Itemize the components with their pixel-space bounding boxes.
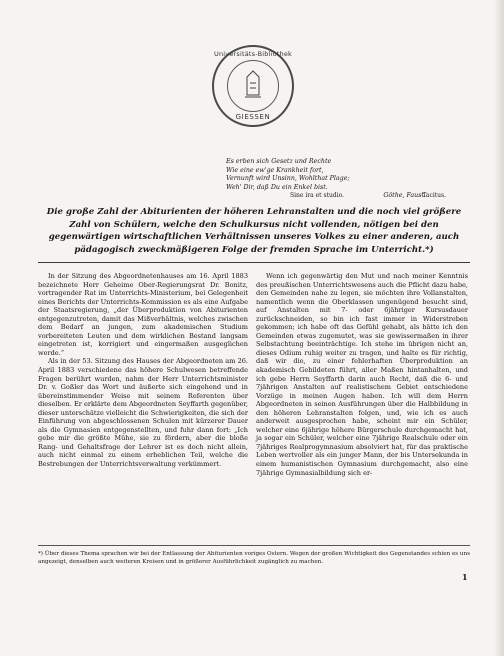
heading-rule — [38, 262, 470, 263]
stamp-top-text: Universitäts-Bibliothek — [214, 50, 292, 58]
epigraph-line: Wie eine ew'ge Krankheit fort, — [226, 166, 324, 174]
footnote-rule — [38, 545, 470, 546]
page-edge — [494, 0, 504, 656]
latin-quote: Sine ira et studio. — [290, 192, 345, 199]
left-column — [38, 272, 248, 469]
article-heading: Die große Zahl der Abiturienten der höheren Lehranstalten und die noch viel größere Zahl von Schülern, welche den Schulkursus nicht vollenden, nötigen bei den gegenwärtigen wirtschaftlichen Verhältnissen unseres Volkes zu einer anderen, auch pädagogisch zweckmäßigeren Folge der fremden Sprache im Unterricht.*) — [46, 207, 462, 255]
epigraph-line: Es erben sich Gesetz und Rechte — [226, 158, 332, 165]
paragraph: Als in der 53. Sitzung des Hauses der Abgeordneten am 26. April 1883 verschiedene das höhere Schulwesen betreffende Fragen berührt wurden, nahm der Herr Unterrichtsminister Dr. v. Goßler das Wort und äußerte sich eingehend und in übereinstimmender Weise mit seinem Referenten über dieselben. Er erklärte dem Abgeordneten Seyffarth gegenüber, dieser unterschätze vielleicht die Schwierigkeiten, die sich der Einführung von abgeschlossenen Schulen mit kürzerer Dauer als die Gymnasien entgegenstellten, und fuhr dann fort: „Ich gebe mir die größte Mühe, sie zu fördern, aber die bloße Rang- und Gehaltsfrage der Lehrer ist es doch nicht allein, auch nicht einmal zu einem erheblichen Teil, welche die Bestrebungen der Unterrichtsverwaltung verkümmert. — [38, 357, 248, 469]
paragraph: In der Sitzung des Abgeordnetenhauses am 16. April 1883 bezeichnete Herr Geheime Ober-Regierungsrat Dr. Bonitz, vortragender Rat im Unterrichts-Ministerium, bei Gelegenheit eines Berichts der Unterrichts-Kommission es als eine Aufgabe der Staatsregierung, „der Überproduktion von Abiturienten entgegenzutreten, damit das Mißverhältnis, welches zwischen dem Bedarf an jungen, zum akademischen Studium vorbereiteten Leuten und dem wirklichen Bestand langsam eingetreten ist, korrigiert und eingermaßen ausgeglichen werde.“ — [38, 272, 248, 357]
epigraph-line: Weh' Dir, daß Du ein Enkel bist. — [226, 183, 328, 191]
footnote: *) Über dieses Thema sprachen wir bei der Entlassung der Abiturienten voriges Ostern. Wegen der großen Wichtigkeit des Gegenstandes schien es uns angezeigt, denselben auch weiteren Kreisen und in größerer Ausführlichkeit zugänglich zu machen. — [38, 551, 470, 565]
latin-author: Tacitus. — [422, 192, 446, 199]
right-column — [256, 272, 468, 477]
paragraph: Wenn ich gegenwärtig den Mut und nach meiner Kenntnis des preußischen Unterrichtswesens auch die Pflicht dazu habe, den Gemeinden nahe zu legen, sie möchten ihre Vollanstalten, namentlich wenn die Oberklassen ungenügend besucht sind, auf Anstalten mit 7- oder 6jähriger Kursusdauer zurückschneiden, so bin ich fast immer in Widerstreben gekommen; ich habe oft das Gefühl gehabt, als hätte ich den Gemeinden etwas zugemutet, was sie gewissermaßen in ihrer Selbstachtung beeinträchtige. Ich stehe im übrigen nicht an, dieses Odium ruhig weiter zu tragen, und halte es für richtig, daß wir die, zu einer fehlerhaften Überproduktion an akademisch Gebildeten führt, aller Maßen hintanhalten, und ich gebe Herrn Seyffarth darin auch Recht, daß die 6- und 7jährigen Anstalten auf realistischem Gebiet entschiedene Vorzüge in meinen Augen haben. Ich will dem Herrn Abgeordneten in seinen Ausführungen über die Halbbildung in den höheren Lehranstalten folgen, und, wie ich es auch anderweit ausgesprochen habe, scheint mir ein Schüler, welcher eine 6jährige höhere Bürgerschule durchgemacht hat, ja sogar ein Schüler, welcher eine 7jährige Realschule oder ein 7jähriges Realprogymnasium absolviert hat, für das praktische Leben wertvoller als ein junger Mann, der bis Untersekunda in einem humanistischen Gymnasium durchgemacht, also eine 7jährige Gymnasialbildung sich er- — [256, 272, 468, 477]
library-stamp — [212, 45, 294, 127]
page-number: 1 — [462, 572, 468, 582]
epigraph-line: Vernunft wird Unsinn, Wohlthat Plage; — [226, 175, 350, 183]
epigraph-attribution: Göthe, Faust. — [383, 192, 426, 200]
stamp-bottom-text: GIESSEN — [235, 113, 271, 121]
latin-motto — [260, 192, 446, 199]
